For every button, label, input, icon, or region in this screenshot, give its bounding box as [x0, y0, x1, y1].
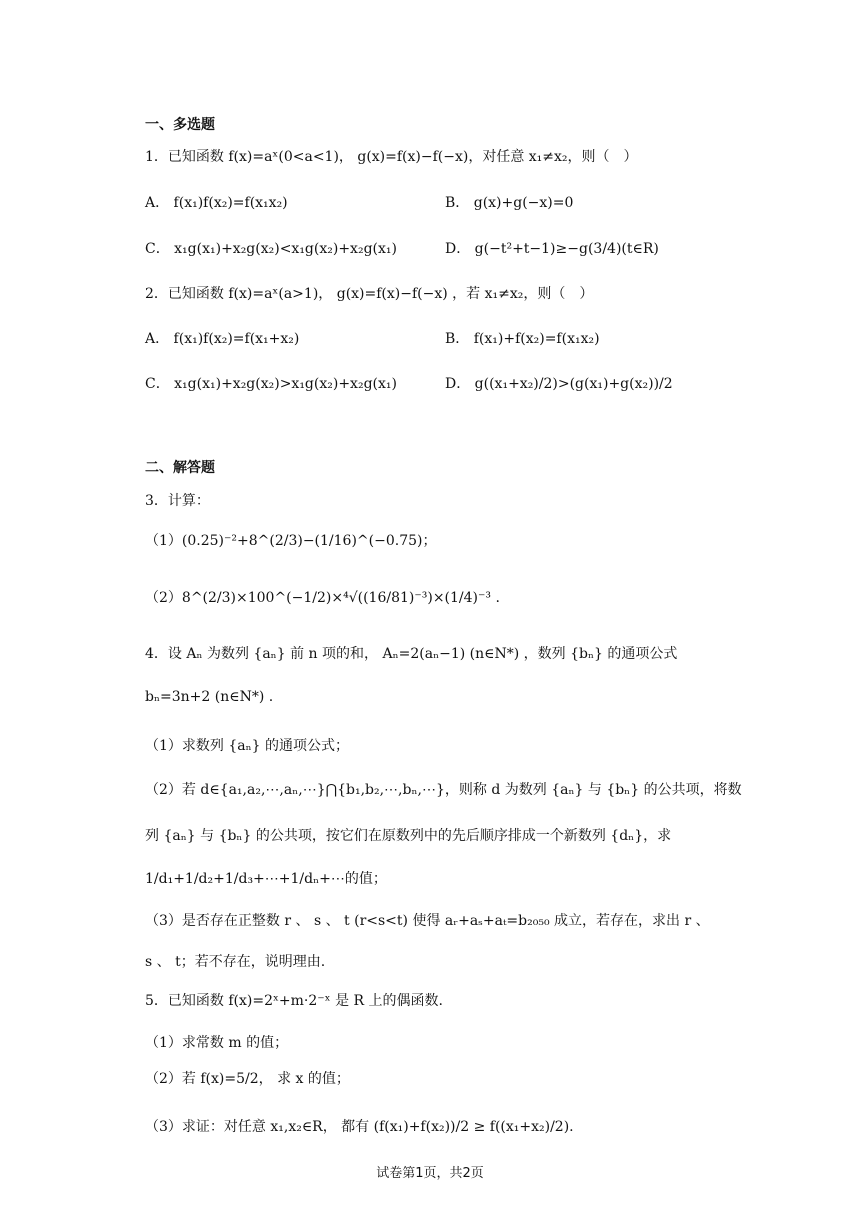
q5-part1: （1）求常数 m 的值； — [145, 1035, 289, 1051]
q4-part1: （1）求数列 {aₙ} 的通项公式； — [145, 738, 350, 754]
q1-option-a: A． f(x₁)f(x₂)=f(x₁x₂) — [145, 195, 288, 211]
section-title-multiple-choice: 一、多选题 — [145, 117, 215, 133]
q4-part2-line2: 列 {aₙ} 与 {bₙ} 的公共项，按它们在原数列中的先后顺序排成一个新数列 {dₙ}，求 — [145, 828, 672, 844]
q5-part3: （3）求证：对任意 x₁,x₂∈R， 都有 (f(x₁)+f(x₂))/2 ≥ f((x₁+x₂)/2). — [145, 1119, 574, 1135]
q2-option-d: D． g((x₁+x₂)/2)>(g(x₁)+g(x₂))/2 — [445, 376, 673, 392]
q4-stem-line2: bₙ=3n+2 (n∈N*) . — [145, 689, 274, 705]
q4-stem-line1: 4．设 Aₙ 为数列 {aₙ} 前 n 项的和， Aₙ=2(aₙ−1) (n∈N*) ，数列 {bₙ} 的通项公式 — [145, 646, 678, 662]
q3-part2: （2）8^(2/3)×100^(−1/2)×⁴√((16/81)⁻³)×(1/4)⁻³ . — [145, 590, 500, 606]
q5-part2: （2）若 f(x)=5/2， 求 x 的值； — [145, 1071, 350, 1087]
q3-part1: （1）(0.25)⁻²+8^(2/3)−(1/16)^(−0.75)； — [145, 533, 437, 549]
q4-part3-line1: （3）是否存在正整数 r 、 s 、 t (r<s<t) 使得 aᵣ+aₛ+aₜ=b₂₀₅₀ 成立，若存在，求出 r 、 — [145, 913, 710, 929]
q2-option-c: C． x₁g(x₁)+x₂g(x₂)>x₁g(x₂)+x₂g(x₁) — [145, 376, 397, 392]
q1-option-d: D． g(−t²+t−1)≥−g(3/4)(t∈R) — [445, 241, 659, 257]
q2-option-a: A． f(x₁)f(x₂)=f(x₁+x₂) — [145, 331, 300, 347]
q3-stem: 3．计算： — [145, 493, 210, 509]
q4-part2-line1: （2）若 d∈{a₁,a₂,⋯,aₙ,⋯}⋂{b₁,b₂,⋯,bₙ,⋯}，则称 d 为数列 {aₙ} 与 {bₙ} 的公共项，将数 — [145, 782, 742, 798]
q5-stem: 5．已知函数 f(x)=2ˣ+m·2⁻ˣ 是 R 上的偶函数. — [145, 993, 443, 1009]
q1-stem: 1．已知函数 f(x)=aˣ(0<a<1)， g(x)=f(x)−f(−x)，对任意 x₁≠x₂，则（ ） — [145, 149, 638, 165]
q4-part3-line2: s 、 t；若不存在，说明理由. — [145, 954, 326, 970]
q1-option-b: B． g(x)+g(−x)=0 — [445, 195, 574, 211]
q1-option-c: C． x₁g(x₁)+x₂g(x₂)<x₁g(x₂)+x₂g(x₁) — [145, 241, 397, 257]
section-title-solutions: 二、解答题 — [145, 460, 215, 476]
page-footer: 试卷第1页，共2页 — [376, 1166, 484, 1181]
q2-stem: 2．已知函数 f(x)=aˣ(a>1)， g(x)=f(x)−f(−x) ，若 x₁≠x₂，则（ ） — [145, 286, 594, 302]
q2-option-b: B． f(x₁)+f(x₂)=f(x₁x₂) — [445, 331, 600, 347]
q4-part2-line3: 1/d₁+1/d₂+1/d₃+⋯+1/dₙ+⋯的值； — [145, 871, 387, 887]
